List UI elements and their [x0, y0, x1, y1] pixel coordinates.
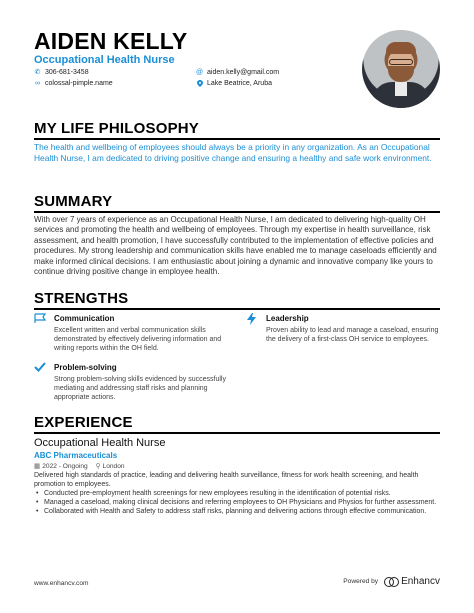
- strength-title: Communication: [54, 314, 115, 323]
- job-location: London: [102, 463, 125, 470]
- summary-text: With over 7 years of experience as an Occupational Health Nurse, I am dedicated to delivering high-quality OH services and promoting the health and wellbeing of employees. Through my expertise in health surveillance, risk assessment, and health promotion, I have successfully contributed to the implementation of effective policies and procedures. My strong leadership and communication skills have enabled me to manage caseloads efficiently and make informed clinical decisions. I am enthusiastic about joining a dynamic and innovative company like yours to continue driving positive change in employee health.: [34, 215, 437, 277]
- location-text: Lake Beatrice, Aruba: [207, 80, 272, 87]
- job-meta: [34, 462, 125, 470]
- email-text[interactable]: aiden.kelly@gmail.com: [207, 69, 280, 76]
- list-item: • Conducted pre-employment health screenings for new employees resulting in the identification of potential risks.: [34, 490, 440, 499]
- contact-email[interactable]: [196, 69, 279, 76]
- phone-text: 306-681-3458: [45, 69, 89, 76]
- enhancv-logo[interactable]: [384, 576, 440, 587]
- strengths-divider: [34, 308, 440, 310]
- strength-title: Leadership: [266, 314, 309, 323]
- company-name: ABC Pharmaceuticals: [34, 451, 118, 460]
- strength-leadership: [246, 313, 446, 353]
- link-icon: ∞: [35, 80, 40, 87]
- footer-powered: [343, 576, 440, 587]
- experience-divider: [34, 432, 440, 434]
- philosophy-divider: [34, 138, 440, 140]
- lightning-icon: [246, 313, 260, 327]
- list-item: • Collaborated with Health and Safety to address staff risks, planning and delivering actions through effective communication.: [34, 508, 440, 517]
- strength-communication: [34, 313, 234, 353]
- profile-photo: [362, 30, 440, 108]
- job-description: Delivered high standards of practice, leading and delivering health surveillance, fitness for work health screening, and health promotion to employees.: [34, 472, 419, 488]
- at-icon: @: [196, 69, 204, 76]
- candidate-role: Occupational Health Nurse: [34, 54, 175, 66]
- strength-problem-solving: [34, 362, 234, 402]
- job-location-wrap: [96, 462, 125, 470]
- flag-icon: [34, 313, 48, 327]
- contact-location: [196, 80, 272, 87]
- job-bullets: [34, 490, 440, 516]
- brand-text: Enhancv: [401, 576, 440, 587]
- strength-desc: Strong problem-solving skills evidenced by successfully mediating and addressing staff risks and planning appropriate actions.: [54, 376, 226, 401]
- candidate-name: AIDEN KELLY: [34, 28, 188, 54]
- job-dates: 2022 - Ongoing: [42, 463, 88, 470]
- checkmark-icon: [34, 362, 48, 376]
- strength-desc: Excellent written and verbal communication skills demonstrated by effectively delivering information and writing reports within the OH field.: [54, 327, 222, 352]
- strength-desc: Proven ability to lead and manage a caseload, ensuring the delivery of a first-class OH service to employees.: [266, 327, 439, 343]
- philosophy-heading: MY LIFE PHILOSOPHY: [34, 120, 200, 137]
- enhancv-logo-icon: [384, 577, 398, 586]
- location-pin-icon: ⚲: [95, 463, 101, 470]
- footer-website[interactable]: www.enhancv.com: [34, 580, 89, 587]
- phone-icon: ✆: [34, 69, 41, 76]
- location-pin-icon: [196, 80, 203, 87]
- strength-title: Problem-solving: [54, 363, 117, 372]
- website-text[interactable]: colossal-pimple.name: [45, 80, 113, 87]
- list-item: • Managed a caseload, making clinical decisions and referring employees to OH Physicians and Physios for further assessment.: [34, 499, 440, 508]
- contact-website[interactable]: [34, 80, 113, 87]
- contact-phone: [34, 69, 89, 76]
- job-dates-wrap: [34, 462, 88, 470]
- calendar-icon: ▦: [34, 463, 41, 470]
- powered-by-text: Powered by: [343, 578, 379, 585]
- strengths-heading: STRENGTHS: [34, 290, 129, 307]
- summary-divider: [34, 211, 440, 213]
- philosophy-text: The health and wellbeing of employees should always be a priority in any organization. As an Occupational Health Nurse, I am dedicated to driving positive change and ensuring a healthy and safe work environment.: [34, 142, 432, 163]
- summary-heading: SUMMARY: [34, 193, 113, 210]
- experience-heading: EXPERIENCE: [34, 414, 133, 431]
- job-title: Occupational Health Nurse: [34, 437, 166, 449]
